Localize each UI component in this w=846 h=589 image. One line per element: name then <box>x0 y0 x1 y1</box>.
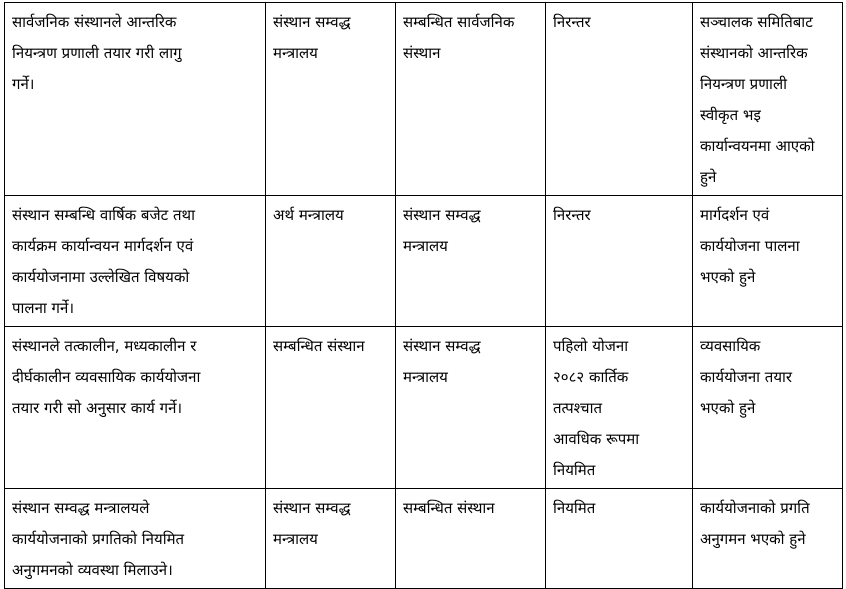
indicator-cell <box>693 327 843 489</box>
cell-text-line: संस्थान सम्बन्धि वार्षिक बजेट तथा <box>12 206 195 224</box>
indicator-cell <box>693 3 843 196</box>
cell-text-line: कार्ययोजना पालना <box>700 237 800 255</box>
cell-text-line: संस्थान सम्वद्ध मन्त्रालयले <box>12 499 150 517</box>
cell-text-line: संस्थानको आन्तरिक <box>700 44 808 62</box>
cell-text-line: पहिलो योजना <box>553 337 629 355</box>
timeline-cell <box>546 489 693 589</box>
cell-text-line: सम्बन्धित सार्वजनिक <box>403 13 515 31</box>
activity-cell <box>5 327 266 489</box>
cell-text-line: भएको हुने <box>700 399 756 417</box>
cell-text-line: अनुगमनको व्यवस्था मिलाउने। <box>12 561 173 579</box>
cell-text-line: संस्थान सम्वद्ध <box>403 337 481 355</box>
responsible-agency-cell <box>266 489 396 589</box>
cell-text-line: अनुगमन भएको हुने <box>700 530 806 548</box>
activity-cell <box>5 489 266 589</box>
timeline-cell <box>546 196 693 327</box>
cell-text-line: संस्थानले तत्कालीन, मध्यकालीन र <box>12 337 197 355</box>
cell-text-line: कार्ययोजना तयार <box>700 368 793 386</box>
responsible-agency-cell <box>266 327 396 489</box>
cell-text-line: अर्थ मन्त्रालय <box>273 206 344 224</box>
cell-text-line: नियन्त्रण प्रणाली तयार गरी लागु <box>12 44 182 62</box>
cell-text-line: मन्त्रालय <box>403 368 448 386</box>
action-plan-table <box>4 2 843 589</box>
cell-text-line: दीर्घकालीन व्यवसायिक कार्ययोजना <box>12 368 201 386</box>
cell-text-line: पालना गर्ने। <box>12 299 75 317</box>
cell-text-line: सम्बन्धित संस्थान <box>403 499 495 517</box>
responsible-agency-cell <box>266 196 396 327</box>
table-row <box>5 196 843 327</box>
cell-text-line: निरन्तर <box>553 206 591 224</box>
cell-text-line: सम्बन्धित संस्थान <box>273 337 365 355</box>
cell-text-line: भएको हुने <box>700 268 756 286</box>
cell-text-line: मार्गदर्शन एवं <box>700 206 770 224</box>
cell-text-line: मन्त्रालय <box>403 237 448 255</box>
cell-text-line: आवधिक रूपमा <box>553 430 640 448</box>
indicator-cell <box>693 196 843 327</box>
responsible-agency-cell <box>266 3 396 196</box>
cell-text-line: हुने <box>700 168 717 186</box>
activity-cell <box>5 196 266 327</box>
cell-text-line: २०८२ कार्तिक <box>553 368 629 386</box>
cell-text-line: संस्थान सम्वद्ध <box>403 206 481 224</box>
table-row <box>5 489 843 589</box>
cell-text-line: नियमित <box>553 461 596 479</box>
related-agency-cell <box>396 196 546 327</box>
related-agency-cell <box>396 327 546 489</box>
cell-text-line: व्यवसायिक <box>700 337 761 355</box>
cell-text-line: संस्थान सम्वद्ध <box>273 13 351 31</box>
cell-text-line: संस्थान <box>403 44 441 62</box>
cell-text-line: तत्पश्चात <box>553 399 603 417</box>
cell-text-line: मन्त्रालय <box>273 44 318 62</box>
table-row <box>5 3 843 196</box>
table-row <box>5 327 843 489</box>
activity-cell <box>5 3 266 196</box>
related-agency-cell <box>396 489 546 589</box>
cell-text-line: कार्यान्वयनमा आएको <box>700 137 815 155</box>
cell-text-line: गर्ने। <box>12 75 35 93</box>
cell-text-line: मन्त्रालय <box>273 530 318 548</box>
cell-text-line: कार्यक्रम कार्यान्वयन मार्गदर्शन एवं <box>12 237 194 255</box>
cell-text-line: निरन्तर <box>553 13 591 31</box>
cell-text-line: स्वीकृत भइ <box>700 106 761 124</box>
related-agency-cell <box>396 3 546 196</box>
cell-text-line: कार्ययोजनाको प्रगति <box>700 499 810 517</box>
cell-text-line: कार्ययोजनाको प्रगतिको नियमित <box>12 530 185 548</box>
timeline-cell <box>546 327 693 489</box>
cell-text-line: संस्थान सम्वद्ध <box>273 499 351 517</box>
cell-text-line: नियमित <box>553 499 596 517</box>
cell-text-line: नियन्त्रण प्रणाली <box>700 75 787 93</box>
cell-text-line: सार्वजनिक संस्थानले आन्तरिक <box>12 13 177 31</box>
cell-text-line: सञ्चालक समितिबाट <box>700 13 813 31</box>
cell-text-line: कार्ययोजनामा उल्लेखित विषयको <box>12 268 190 286</box>
table-body <box>5 3 843 589</box>
cell-text-line: तयार गरी सो अनुसार कार्य गर्ने। <box>12 399 183 417</box>
indicator-cell <box>693 489 843 589</box>
timeline-cell <box>546 3 693 196</box>
